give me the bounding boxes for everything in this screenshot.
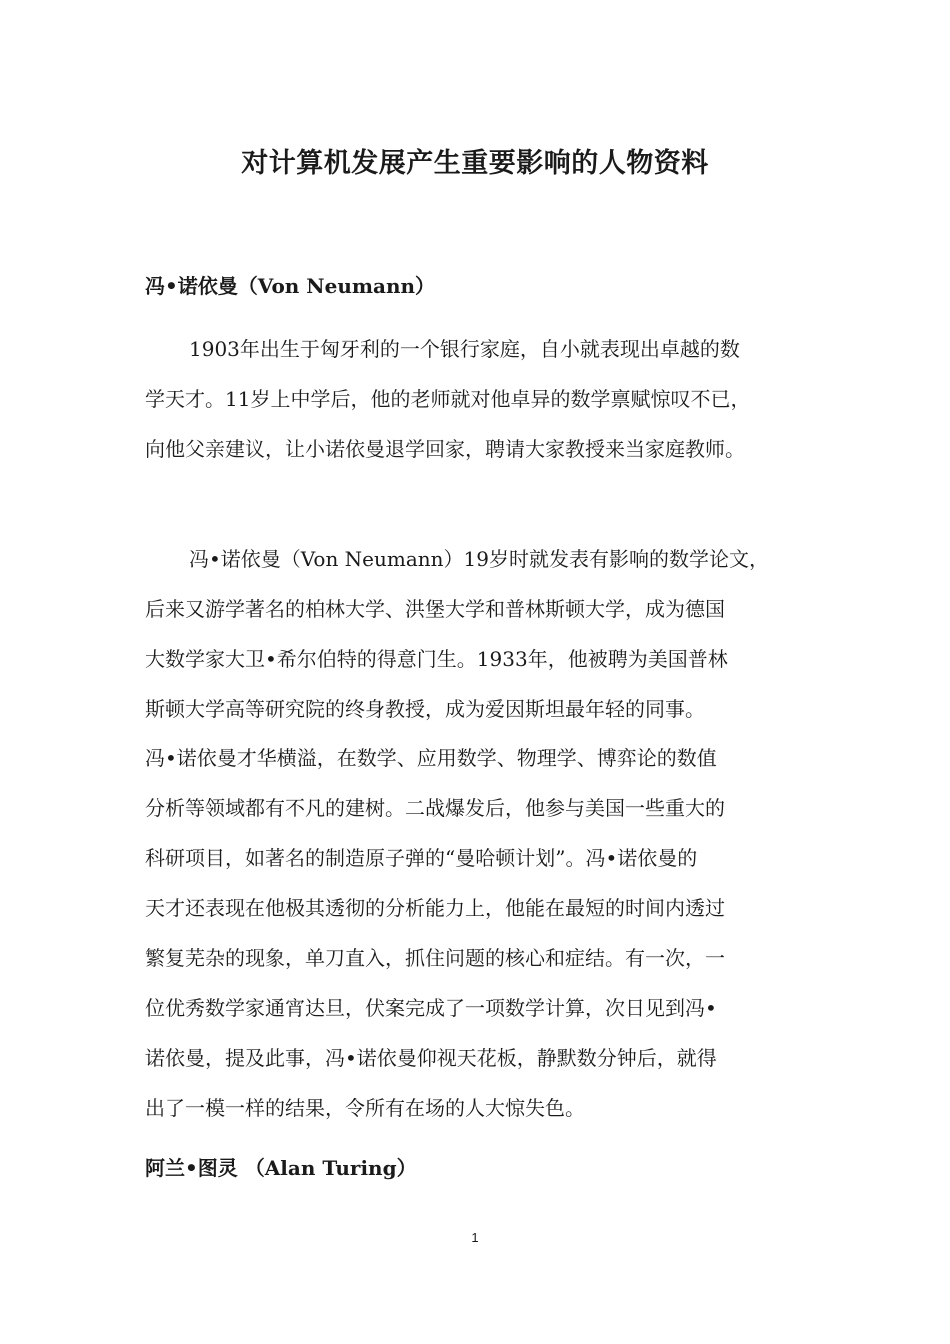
paragraph-line: 1903年出生于匈牙利的一个银行家庭，自小就表现出卓越的数 xyxy=(189,337,740,361)
paragraph-line: 冯•诺依曼（Von Neumann）19岁时就发表有影响的数学论文， xyxy=(189,547,769,571)
section-heading-turing: 阿兰•图灵 （Alan Turing） xyxy=(145,1156,417,1180)
page-number: 1 xyxy=(471,1230,479,1245)
paragraph-line: 斯顿大学高等研究院的终身教授，成为爱因斯坦最年轻的同事。 xyxy=(145,697,705,721)
document-title: 对计算机发展产生重要影响的人物资料 xyxy=(241,148,709,179)
paragraph-line: 分析等领域都有不凡的建树。二战爆发后，他参与美国一些重大的 xyxy=(145,796,725,820)
paragraph-line: 冯•诺依曼才华横溢，在数学、应用数学、物理学、博弈论的数值 xyxy=(145,746,717,770)
paragraph-line: 后来又游学著名的柏林大学、洪堡大学和普林斯顿大学，成为德国 xyxy=(145,597,725,621)
paragraph-line: 天才还表现在他极其透彻的分析能力上，他能在最短的时间内透过 xyxy=(145,896,725,920)
paragraph-line: 出了一模一样的结果，令所有在场的人大惊失色。 xyxy=(145,1096,585,1120)
section-heading-von-neumann: 冯•诺依曼（Von Neumann） xyxy=(145,274,436,298)
paragraph-line: 繁复芜杂的现象，单刀直入，抓住问题的核心和症结。有一次，一 xyxy=(145,946,725,970)
paragraph-line: 向他父亲建议，让小诺依曼退学回家，聘请大家教授来当家庭教师。 xyxy=(145,437,745,461)
paragraph-line: 科研项目，如著名的制造原子弹的“曼哈顿计划”。冯•诺依曼的 xyxy=(145,846,698,870)
paragraph-line: 诺依曼，提及此事，冯•诺依曼仰视天花板，静默数分钟后，就得 xyxy=(145,1046,717,1070)
paragraph-line: 学天才。11岁上中学后，他的老师就对他卓异的数学禀赋惊叹不已， xyxy=(145,387,751,411)
paragraph-line: 大数学家大卫•希尔伯特的得意门生。1933年，他被聘为美国普林 xyxy=(145,647,728,671)
paragraph-line: 位优秀数学家通宵达旦，伏案完成了一项数学计算，次日见到冯• xyxy=(145,996,717,1020)
